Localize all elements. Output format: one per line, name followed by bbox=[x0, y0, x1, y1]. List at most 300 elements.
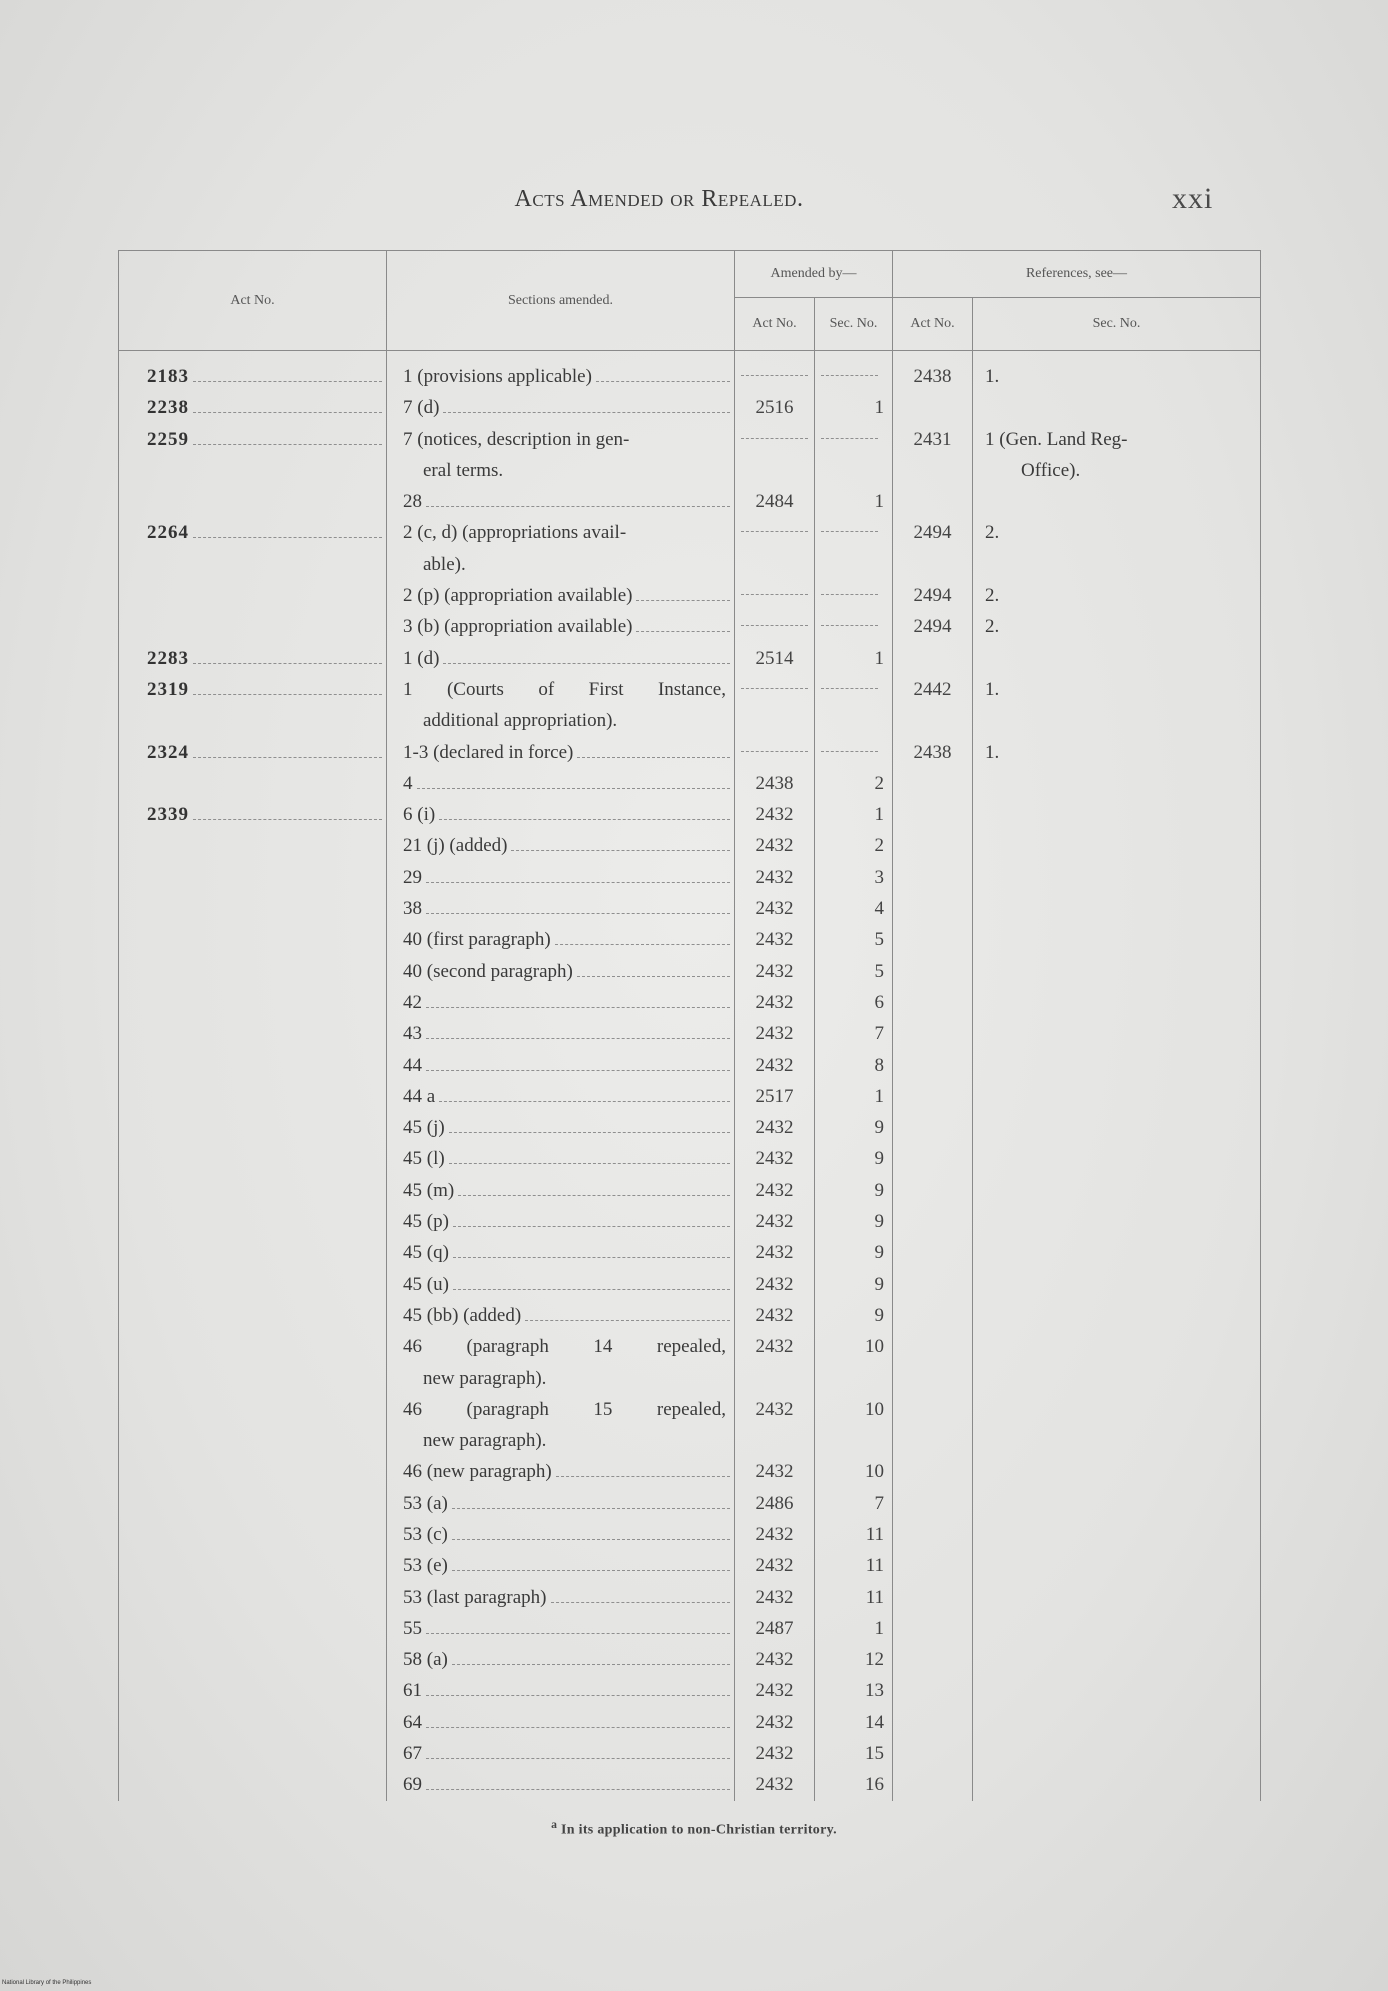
section-text: 45 (p) bbox=[403, 1211, 449, 1233]
table-row bbox=[119, 1613, 1261, 1644]
cell-ref-act-no bbox=[893, 862, 973, 893]
header-amended-by: Amended by— bbox=[735, 251, 893, 298]
cell-amended-act-no bbox=[735, 1550, 815, 1581]
cell-ref-act-no bbox=[893, 1738, 973, 1769]
section-text: 29 bbox=[403, 866, 422, 888]
cell-sections-amended bbox=[387, 1206, 735, 1237]
cell-act-no bbox=[119, 1519, 387, 1550]
ref-act-number: 2438 bbox=[913, 741, 952, 763]
cell-amended-act-no bbox=[735, 893, 815, 924]
cell-ref-sec-no bbox=[973, 1519, 1261, 1550]
amended-act-number: 2432 bbox=[755, 1743, 794, 1765]
cell-ref-sec-no bbox=[973, 893, 1261, 924]
cell-ref-sec-no bbox=[973, 1644, 1261, 1675]
amended-sec-number: 5 bbox=[874, 960, 884, 982]
cell-ref-act-no bbox=[893, 987, 973, 1018]
act-number: 2319 bbox=[147, 678, 189, 700]
amended-act-number: 2432 bbox=[755, 1273, 794, 1295]
footnote: $^a$ In its application to non-Christian territory. bbox=[551, 1818, 837, 1838]
cell-act-no bbox=[119, 799, 387, 830]
cell-amended-act-no bbox=[735, 956, 815, 987]
section-text: 45 (m) bbox=[403, 1179, 455, 1201]
header-amended-sec-no: Sec. No. bbox=[815, 298, 893, 351]
section-text: 2 (p) (appropriation available) bbox=[403, 585, 633, 607]
cell-amended-act-no bbox=[735, 424, 815, 487]
act-number: 2238 bbox=[147, 397, 189, 419]
section-text: 1 (Courts of First Instance, bbox=[403, 678, 726, 700]
cell-amended-act-no bbox=[735, 1237, 815, 1268]
amended-sec-number: 10 bbox=[865, 1398, 884, 1420]
table-row bbox=[119, 517, 1261, 580]
header-references: References, see— bbox=[893, 251, 1261, 298]
amended-act-number: 2432 bbox=[755, 1304, 794, 1326]
cell-ref-act-no bbox=[893, 424, 973, 487]
cell-amended-sec-no bbox=[815, 1582, 893, 1613]
cell-ref-act-no bbox=[893, 1519, 973, 1550]
cell-amended-sec-no bbox=[815, 643, 893, 674]
cell-amended-sec-no bbox=[815, 1300, 893, 1331]
amended-sec-number: 9 bbox=[874, 1148, 884, 1170]
cell-sections-amended bbox=[387, 1644, 735, 1675]
cell-ref-sec-no bbox=[973, 1331, 1261, 1394]
section-text: 46 (paragraph 14 repealed, bbox=[403, 1336, 726, 1358]
acts-table-container bbox=[118, 250, 1261, 1801]
ref-act-number: 2494 bbox=[913, 522, 952, 544]
cell-ref-sec-no bbox=[973, 924, 1261, 955]
section-text: 58 (a) bbox=[403, 1649, 448, 1671]
cell-act-no bbox=[119, 1707, 387, 1738]
amended-act-number: 2432 bbox=[755, 1680, 794, 1702]
table-row bbox=[119, 1675, 1261, 1706]
cell-act-no bbox=[119, 768, 387, 799]
cell-ref-act-no bbox=[893, 1269, 973, 1300]
amended-sec-number: 1 bbox=[874, 397, 884, 419]
table-row bbox=[119, 424, 1261, 487]
cell-act-no bbox=[119, 862, 387, 893]
cell-amended-sec-no bbox=[815, 392, 893, 423]
table-row bbox=[119, 1237, 1261, 1268]
section-text: 53 (a) bbox=[403, 1492, 448, 1514]
cell-amended-sec-no bbox=[815, 737, 893, 768]
cell-ref-act-no bbox=[893, 1644, 973, 1675]
cell-ref-sec-no bbox=[973, 361, 1261, 392]
cell-ref-sec-no bbox=[973, 486, 1261, 517]
table-row bbox=[119, 1738, 1261, 1769]
cell-amended-sec-no bbox=[815, 486, 893, 517]
cell-ref-sec-no bbox=[973, 424, 1261, 487]
cell-ref-act-no bbox=[893, 1143, 973, 1174]
amended-act-number: 2432 bbox=[755, 1555, 794, 1577]
act-number: 2183 bbox=[147, 366, 189, 387]
amended-act-number: 2438 bbox=[755, 772, 794, 794]
cell-act-no bbox=[119, 1675, 387, 1706]
cell-amended-sec-no bbox=[815, 1018, 893, 1049]
amended-act-number: 2514 bbox=[755, 647, 794, 669]
cell-amended-act-no bbox=[735, 1644, 815, 1675]
amended-act-number: 2432 bbox=[755, 1711, 794, 1733]
cell-amended-act-no bbox=[735, 987, 815, 1018]
cell-sections-amended bbox=[387, 1050, 735, 1081]
amended-sec-number: 5 bbox=[874, 929, 884, 951]
cell-amended-act-no bbox=[735, 1050, 815, 1081]
amended-act-number: 2432 bbox=[755, 1649, 794, 1671]
section-text: 44 bbox=[403, 1054, 422, 1076]
cell-sections-amended bbox=[387, 1237, 735, 1268]
cell-amended-sec-no bbox=[815, 987, 893, 1018]
section-text-continued: new paragraph). bbox=[423, 1430, 547, 1452]
cell-amended-sec-no bbox=[815, 517, 893, 580]
cell-amended-act-no bbox=[735, 1206, 815, 1237]
section-text-continued: eral terms. bbox=[423, 459, 504, 481]
amended-sec-number: 11 bbox=[865, 1555, 884, 1577]
table-row bbox=[119, 1519, 1261, 1550]
cell-ref-sec-no bbox=[973, 580, 1261, 611]
cell-sections-amended bbox=[387, 361, 735, 392]
cell-amended-sec-no bbox=[815, 830, 893, 861]
cell-ref-sec-no bbox=[973, 1050, 1261, 1081]
cell-ref-act-no bbox=[893, 1331, 973, 1394]
cell-amended-act-no bbox=[735, 392, 815, 423]
table-row bbox=[119, 361, 1261, 392]
amended-sec-number: 1 bbox=[874, 491, 884, 513]
cell-ref-sec-no bbox=[973, 1707, 1261, 1738]
ref-sec-text: 1. bbox=[985, 741, 1000, 763]
table-row bbox=[119, 924, 1261, 955]
cell-amended-sec-no bbox=[815, 924, 893, 955]
cell-ref-act-no bbox=[893, 674, 973, 737]
section-text: 45 (j) bbox=[403, 1117, 445, 1139]
cell-amended-sec-no bbox=[815, 893, 893, 924]
table-row bbox=[119, 1707, 1261, 1738]
cell-amended-act-no bbox=[735, 1112, 815, 1143]
cell-sections-amended bbox=[387, 1143, 735, 1174]
cell-amended-sec-no bbox=[815, 1707, 893, 1738]
cell-amended-act-no bbox=[735, 361, 815, 392]
cell-act-no bbox=[119, 674, 387, 737]
section-text: 28 bbox=[403, 491, 422, 513]
amended-act-number: 2432 bbox=[755, 1242, 794, 1264]
cell-sections-amended bbox=[387, 768, 735, 799]
cell-sections-amended bbox=[387, 611, 735, 642]
cell-amended-act-no bbox=[735, 1582, 815, 1613]
cell-amended-act-no bbox=[735, 1488, 815, 1519]
cell-sections-amended bbox=[387, 1331, 735, 1394]
section-text: 2 (c, d) (appropriations avail- bbox=[403, 522, 627, 544]
cell-amended-act-no bbox=[735, 1143, 815, 1174]
cell-ref-sec-no bbox=[973, 1300, 1261, 1331]
page-number: xxi bbox=[1172, 182, 1214, 215]
section-text: 21 (j) (added) bbox=[403, 835, 508, 857]
amended-act-number: 2432 bbox=[755, 1774, 794, 1796]
amended-sec-number: 9 bbox=[874, 1211, 884, 1233]
cell-act-no bbox=[119, 1550, 387, 1581]
cell-amended-sec-no bbox=[815, 1331, 893, 1394]
cell-act-no bbox=[119, 424, 387, 487]
cell-act-no bbox=[119, 1738, 387, 1769]
table-row bbox=[119, 1300, 1261, 1331]
table-row bbox=[119, 486, 1261, 517]
cell-ref-act-no bbox=[893, 486, 973, 517]
cell-amended-act-no bbox=[735, 1300, 815, 1331]
amended-sec-number: 10 bbox=[865, 1461, 884, 1483]
table-row bbox=[119, 956, 1261, 987]
cell-act-no bbox=[119, 1206, 387, 1237]
cell-amended-sec-no bbox=[815, 361, 893, 392]
ref-sec-text: 2. bbox=[985, 522, 1000, 544]
cell-sections-amended bbox=[387, 1081, 735, 1112]
cell-ref-act-no bbox=[893, 1550, 973, 1581]
amended-act-number: 2432 bbox=[755, 1211, 794, 1233]
ref-sec-text: 1. bbox=[985, 366, 1000, 387]
amended-sec-number: 11 bbox=[865, 1586, 884, 1608]
cell-ref-act-no bbox=[893, 830, 973, 861]
table-row bbox=[119, 1206, 1261, 1237]
table-row bbox=[119, 1644, 1261, 1675]
cell-act-no bbox=[119, 1613, 387, 1644]
cell-amended-act-no bbox=[735, 768, 815, 799]
ref-sec-text: 2. bbox=[985, 616, 1000, 638]
amended-sec-number: 9 bbox=[874, 1242, 884, 1264]
section-text: 46 (new paragraph) bbox=[403, 1461, 552, 1483]
cell-amended-sec-no bbox=[815, 1456, 893, 1487]
table-row bbox=[119, 987, 1261, 1018]
act-number: 2339 bbox=[147, 804, 189, 826]
cell-act-no bbox=[119, 361, 387, 392]
section-text: 42 bbox=[403, 991, 422, 1013]
cell-act-no bbox=[119, 1300, 387, 1331]
cell-amended-act-no bbox=[735, 830, 815, 861]
cell-ref-sec-no bbox=[973, 1582, 1261, 1613]
section-text: 45 (q) bbox=[403, 1242, 449, 1264]
cell-amended-sec-no bbox=[815, 611, 893, 642]
cell-amended-act-no bbox=[735, 1738, 815, 1769]
section-text: 40 (second paragraph) bbox=[403, 960, 573, 982]
cell-sections-amended bbox=[387, 392, 735, 423]
amended-act-number: 2432 bbox=[755, 929, 794, 951]
amended-sec-number: 14 bbox=[865, 1711, 884, 1733]
cell-act-no bbox=[119, 737, 387, 768]
amended-sec-number: 7 bbox=[874, 1492, 884, 1514]
amended-act-number: 2432 bbox=[755, 1523, 794, 1545]
cell-ref-sec-no bbox=[973, 1675, 1261, 1706]
table-row bbox=[119, 737, 1261, 768]
cell-amended-act-no bbox=[735, 1269, 815, 1300]
table-row bbox=[119, 1269, 1261, 1300]
act-number: 2324 bbox=[147, 741, 189, 763]
amended-act-number: 2432 bbox=[755, 866, 794, 888]
cell-ref-sec-no bbox=[973, 862, 1261, 893]
amended-sec-number: 1 bbox=[874, 804, 884, 826]
table-row bbox=[119, 893, 1261, 924]
amended-sec-number: 9 bbox=[874, 1117, 884, 1139]
cell-ref-act-no bbox=[893, 1456, 973, 1487]
amended-act-number: 2432 bbox=[755, 835, 794, 857]
table-row bbox=[119, 768, 1261, 799]
cell-ref-sec-no bbox=[973, 392, 1261, 423]
ref-act-number: 2494 bbox=[913, 585, 952, 607]
cell-ref-act-no bbox=[893, 517, 973, 580]
cell-sections-amended bbox=[387, 987, 735, 1018]
cell-ref-act-no bbox=[893, 1675, 973, 1706]
cell-act-no bbox=[119, 611, 387, 642]
table-body bbox=[119, 351, 1261, 1801]
cell-act-no bbox=[119, 1143, 387, 1174]
table-row bbox=[119, 1550, 1261, 1581]
table-row bbox=[119, 580, 1261, 611]
cell-ref-sec-no bbox=[973, 987, 1261, 1018]
amended-sec-number: 1 bbox=[874, 1085, 884, 1107]
section-text: 3 (b) (appropriation available) bbox=[403, 616, 633, 638]
cell-act-no bbox=[119, 1081, 387, 1112]
amended-sec-number: 11 bbox=[865, 1523, 884, 1545]
amended-sec-number: 1 bbox=[874, 1617, 884, 1639]
cell-ref-sec-no bbox=[973, 799, 1261, 830]
amended-sec-number: 16 bbox=[865, 1774, 884, 1796]
cell-sections-amended bbox=[387, 1112, 735, 1143]
cell-sections-amended bbox=[387, 1018, 735, 1049]
page-title: Acts Amended or Repealed. bbox=[514, 186, 804, 212]
cell-ref-sec-no bbox=[973, 1456, 1261, 1487]
cell-ref-act-no bbox=[893, 1112, 973, 1143]
cell-sections-amended bbox=[387, 737, 735, 768]
cell-ref-sec-no bbox=[973, 1143, 1261, 1174]
cell-sections-amended bbox=[387, 1738, 735, 1769]
cell-ref-act-no bbox=[893, 1582, 973, 1613]
amended-act-number: 2432 bbox=[755, 898, 794, 920]
acts-table bbox=[118, 250, 1261, 1801]
cell-act-no bbox=[119, 987, 387, 1018]
cell-act-no bbox=[119, 486, 387, 517]
table-row bbox=[119, 862, 1261, 893]
amended-sec-number: 9 bbox=[874, 1304, 884, 1326]
table-row bbox=[119, 799, 1261, 830]
cell-act-no bbox=[119, 1175, 387, 1206]
cell-sections-amended bbox=[387, 1394, 735, 1457]
cell-amended-sec-no bbox=[815, 799, 893, 830]
cell-sections-amended bbox=[387, 517, 735, 580]
cell-ref-act-no bbox=[893, 1050, 973, 1081]
cell-amended-act-no bbox=[735, 1331, 815, 1394]
cell-ref-sec-no bbox=[973, 830, 1261, 861]
section-text: 45 (bb) (added) bbox=[403, 1304, 522, 1326]
cell-amended-act-no bbox=[735, 862, 815, 893]
table-row bbox=[119, 1018, 1261, 1049]
cell-ref-sec-no bbox=[973, 611, 1261, 642]
cell-sections-amended bbox=[387, 580, 735, 611]
cell-sections-amended bbox=[387, 1582, 735, 1613]
table-row bbox=[119, 1582, 1261, 1613]
cell-amended-act-no bbox=[735, 1456, 815, 1487]
cell-ref-sec-no bbox=[973, 1769, 1261, 1800]
cell-ref-act-no bbox=[893, 768, 973, 799]
cell-ref-act-no bbox=[893, 1613, 973, 1644]
cell-amended-act-no bbox=[735, 924, 815, 955]
table-row bbox=[119, 830, 1261, 861]
cell-ref-sec-no bbox=[973, 1081, 1261, 1112]
cell-ref-sec-no bbox=[973, 1550, 1261, 1581]
amended-act-number: 2516 bbox=[755, 397, 794, 419]
amended-act-number: 2432 bbox=[755, 1398, 794, 1420]
cell-amended-act-no bbox=[735, 1519, 815, 1550]
cell-ref-act-no bbox=[893, 392, 973, 423]
amended-sec-number: 8 bbox=[874, 1054, 884, 1076]
cell-ref-act-no bbox=[893, 924, 973, 955]
ref-sec-text-continued: Office). bbox=[1021, 459, 1081, 481]
section-text: 45 (u) bbox=[403, 1273, 449, 1295]
amended-act-number: 2486 bbox=[755, 1492, 794, 1514]
cell-amended-sec-no bbox=[815, 1269, 893, 1300]
amended-sec-number: 12 bbox=[865, 1649, 884, 1671]
ref-act-number: 2442 bbox=[913, 678, 952, 700]
cell-act-no bbox=[119, 830, 387, 861]
cell-act-no bbox=[119, 1644, 387, 1675]
table-row bbox=[119, 1081, 1261, 1112]
cell-act-no bbox=[119, 580, 387, 611]
amended-sec-number: 10 bbox=[865, 1336, 884, 1358]
cell-amended-sec-no bbox=[815, 1769, 893, 1800]
cell-sections-amended bbox=[387, 674, 735, 737]
table-row bbox=[119, 1394, 1261, 1457]
cell-ref-sec-no bbox=[973, 737, 1261, 768]
cell-sections-amended bbox=[387, 1300, 735, 1331]
amended-sec-number: 7 bbox=[874, 1023, 884, 1045]
table-row bbox=[119, 1143, 1261, 1174]
cell-act-no bbox=[119, 1331, 387, 1394]
cell-amended-sec-no bbox=[815, 862, 893, 893]
cell-ref-sec-no bbox=[973, 1269, 1261, 1300]
header-act-no: Act No. bbox=[119, 251, 387, 351]
cell-ref-act-no bbox=[893, 1394, 973, 1457]
ref-act-number: 2431 bbox=[913, 428, 952, 450]
amended-act-number: 2487 bbox=[755, 1617, 794, 1639]
act-number: 2283 bbox=[147, 647, 189, 669]
section-text: 53 (e) bbox=[403, 1555, 448, 1577]
cell-act-no bbox=[119, 1018, 387, 1049]
cell-sections-amended bbox=[387, 1488, 735, 1519]
amended-act-number: 2432 bbox=[755, 1336, 794, 1358]
cell-ref-act-no bbox=[893, 1237, 973, 1268]
section-text: 40 (first paragraph) bbox=[403, 929, 551, 951]
cell-sections-amended bbox=[387, 486, 735, 517]
cell-sections-amended bbox=[387, 799, 735, 830]
amended-act-number: 2432 bbox=[755, 1179, 794, 1201]
cell-ref-act-no bbox=[893, 580, 973, 611]
amended-sec-number: 3 bbox=[874, 866, 884, 888]
section-text: 61 bbox=[403, 1680, 422, 1702]
cell-ref-sec-no bbox=[973, 1394, 1261, 1457]
amended-act-number: 2432 bbox=[755, 1586, 794, 1608]
section-text: 1-3 (declared in force) bbox=[403, 741, 574, 763]
cell-ref-sec-no bbox=[973, 1175, 1261, 1206]
cell-ref-sec-no bbox=[973, 1738, 1261, 1769]
amended-act-number: 2432 bbox=[755, 1054, 794, 1076]
amended-sec-number: 13 bbox=[865, 1680, 884, 1702]
cell-ref-act-no bbox=[893, 799, 973, 830]
cell-act-no bbox=[119, 1237, 387, 1268]
table-row bbox=[119, 643, 1261, 674]
cell-ref-act-no bbox=[893, 956, 973, 987]
cell-ref-sec-no bbox=[973, 674, 1261, 737]
section-text-continued: additional appropriation). bbox=[423, 710, 618, 732]
section-text: 69 bbox=[403, 1774, 422, 1796]
cell-amended-act-no bbox=[735, 486, 815, 517]
table-row bbox=[119, 1769, 1261, 1800]
cell-act-no bbox=[119, 1488, 387, 1519]
cell-act-no bbox=[119, 1769, 387, 1800]
section-text: 44 a bbox=[403, 1085, 436, 1107]
cell-ref-act-no bbox=[893, 1206, 973, 1237]
cell-ref-sec-no bbox=[973, 1112, 1261, 1143]
